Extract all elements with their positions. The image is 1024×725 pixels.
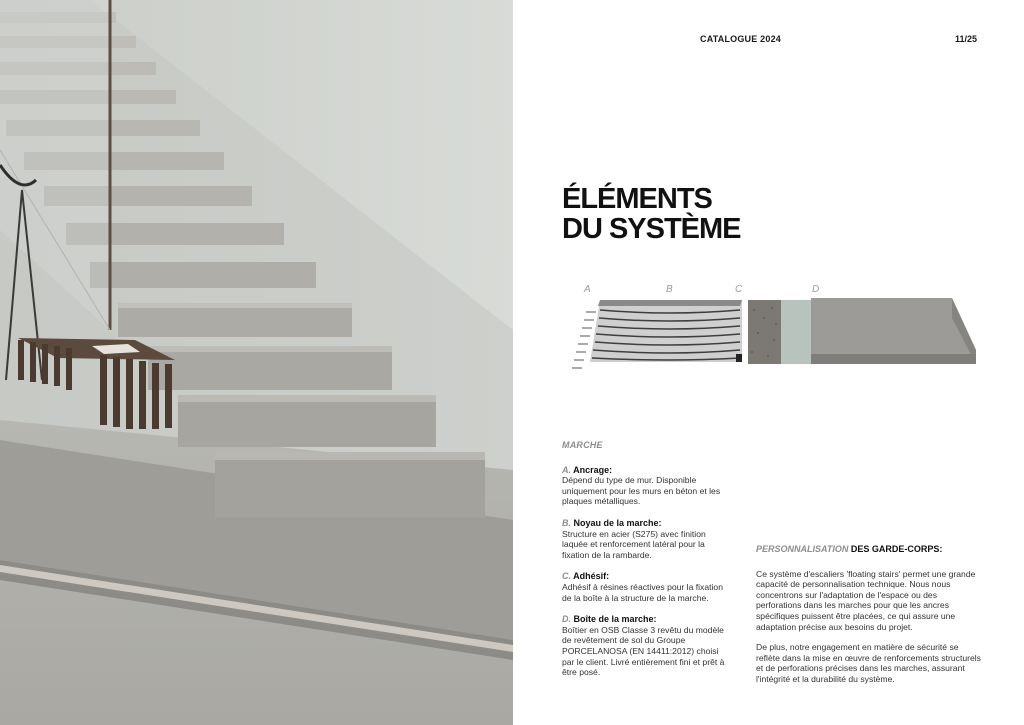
item-heading <box>562 571 732 582</box>
adhesive-c <box>748 300 811 364</box>
item-ancrage <box>562 465 732 507</box>
item-letter: A. <box>562 464 571 475</box>
exploded-step-svg <box>560 278 980 373</box>
marche-label: MARCHE <box>562 440 603 450</box>
item-heading <box>562 465 732 476</box>
steel-core-b <box>590 300 742 362</box>
item-body: Adhésif à résines réactives pour la fixation de la boîte à la structure de la marche. <box>562 581 723 603</box>
system-elements-diagram <box>560 278 980 373</box>
diagram-label-c: C <box>735 284 743 295</box>
title-line-1: ÉLÉMENTS <box>562 183 712 215</box>
paragraph-1: Ce système d'escaliers 'floating stairs' permet une grande capacité de personnalisation technique. Nous nous concentrons sur l'adaptation de l'espace ou des perforations dans les marches pour que les ancres spécifiques puissent être placées, ce qui assure une adaptation précise aux besoins du projet. <box>756 568 976 632</box>
personnalisation-label-b: DES GARDE-CORPS: <box>850 544 943 554</box>
item-body: Structure en acier (S275) avec finition laquée et renforcement latéral pour la fixation de la rambarde. <box>562 528 706 560</box>
marche-section <box>562 440 732 689</box>
item-title: Adhésif: <box>573 571 610 582</box>
item-adhesif <box>562 571 732 603</box>
item-title: Noyau de la marche: <box>573 517 662 528</box>
catalogue-label: CATALOGUE 2024 <box>700 34 781 44</box>
diagram-label-d: D <box>812 284 820 295</box>
item-heading <box>562 614 732 625</box>
item-letter: B. <box>562 517 571 528</box>
item-letter: C. <box>562 571 571 582</box>
page-number: 11/25 <box>955 34 978 44</box>
item-title: Ancrage: <box>573 464 613 475</box>
personnalisation-heading <box>756 544 982 555</box>
item-body: Dépend du type de mur. Disponible uniquement pour les murs en béton et les plaques métalliques. <box>562 475 721 507</box>
item-boite <box>562 614 732 678</box>
item-body: Boîtier en OSB Classe 3 revêtu du modèle de revêtement de sol du Groupe PORCELANOSA (EN 14411:2012) choisi par le client. Livré entièrement fini et prêt à être posé. <box>562 624 725 678</box>
step-box-d <box>811 298 976 364</box>
page-title <box>562 184 741 244</box>
personnalisation-section <box>756 544 982 695</box>
diagram-label-a: A <box>584 284 591 295</box>
personnalisation-label-a: PERSONNALISATION <box>756 544 849 554</box>
paragraph-2: De plus, notre engagement en matière de sécurité se reflète dans la mise en œuvre de renforcements structurels et de perforations précises dans les marches, assurant l'intégrité et la durabilité du système. <box>756 642 981 684</box>
item-title: Boîte de la marche: <box>573 614 657 625</box>
item-heading <box>562 518 732 529</box>
title-line-2: DU SYSTÈME <box>562 213 741 245</box>
item-letter: D. <box>562 614 571 625</box>
item-noyau <box>562 518 732 560</box>
diagram-label-b: B <box>666 284 673 295</box>
